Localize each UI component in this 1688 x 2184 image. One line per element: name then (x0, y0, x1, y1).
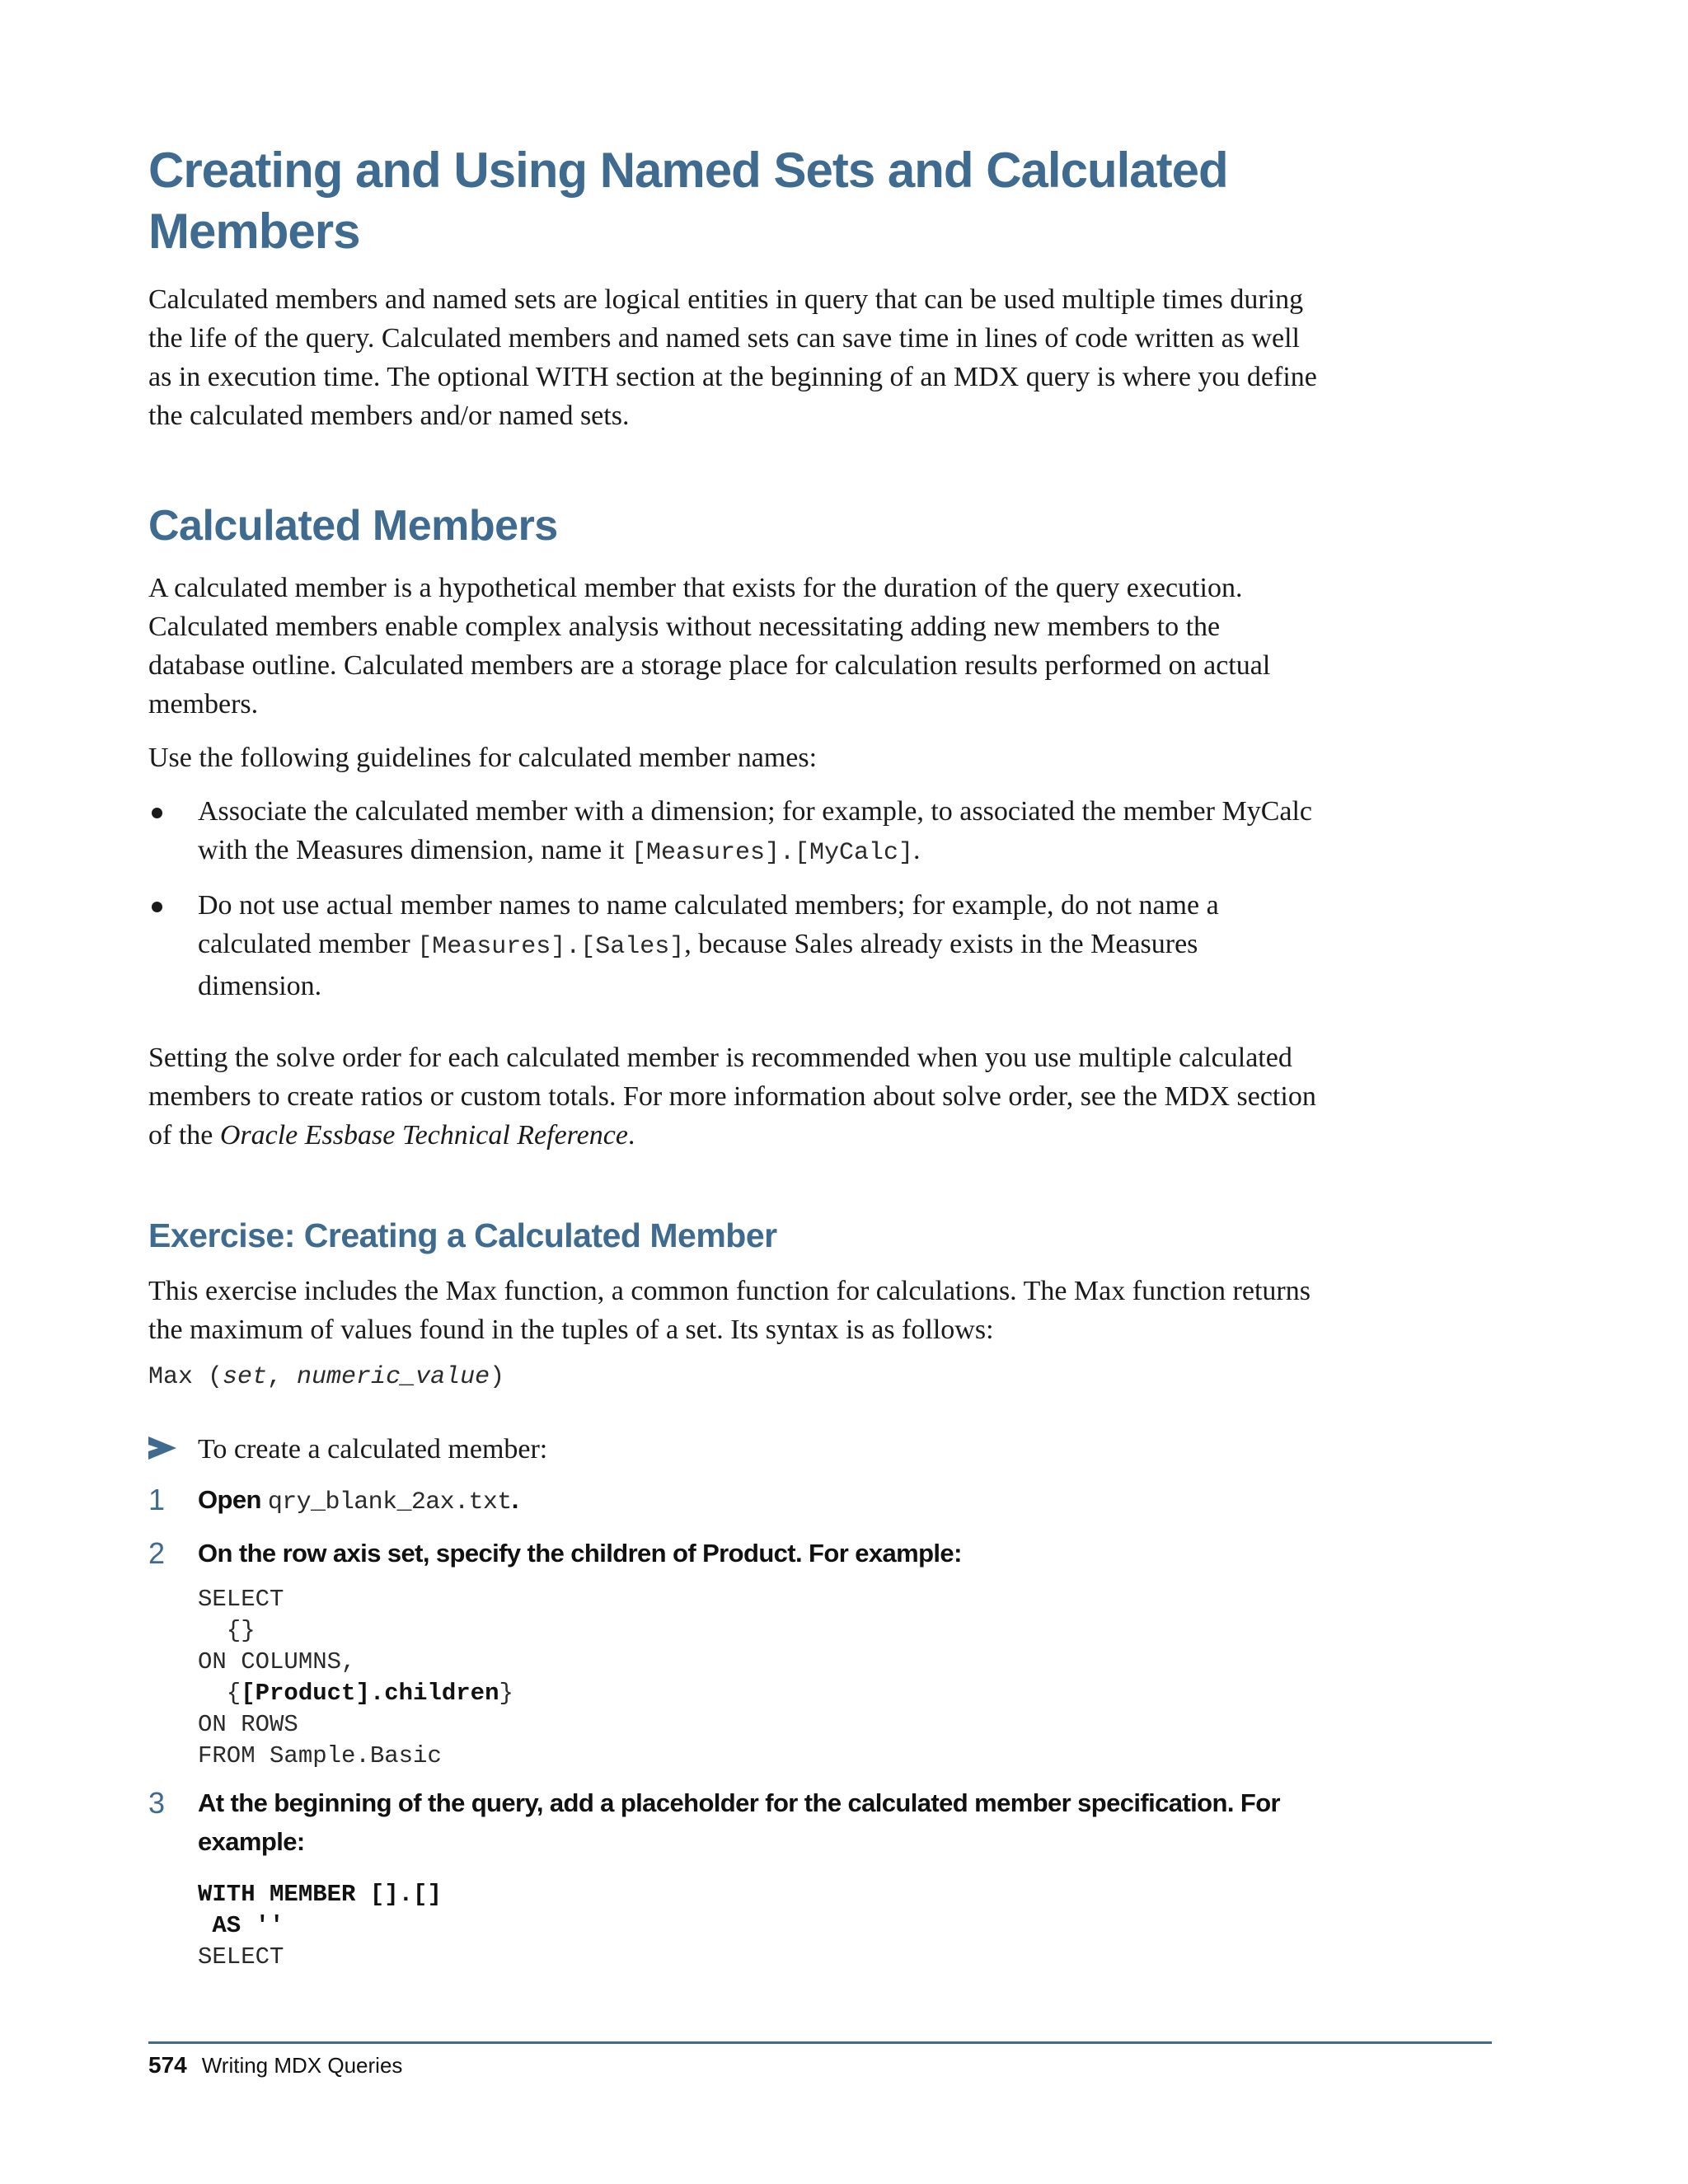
code-block-select (148, 1584, 1319, 1772)
intro-paragraph: Calculated members and named sets are logical entities in query that can be used multiple times during the life of the query. Calculated members and named sets can save time in lines of code written as well as in execution time. The optional WITH section at the beginning of an MDX query is where you define the calculated members and/or named sets. (148, 284, 1317, 431)
code-line: {} (198, 1617, 256, 1644)
solve-order-paragraph (148, 1038, 1319, 1155)
calculated-member-paragraph: A calculated member is a hypothetical member that exists for the duration of the query execution. Calculated members enable complex analysis without necessitating adding new members to the database outline. Calculated members are a storage place for calculation results performed on actual members. (148, 573, 1271, 719)
list-item-text-end: , because Sales already exists in the Measures dimension. (198, 929, 1198, 1001)
syntax-line (148, 1361, 1319, 1394)
step-number: 1 (148, 1483, 166, 1516)
list-item (148, 886, 1319, 1005)
code-line: ON ROWS (198, 1711, 298, 1738)
step-text (198, 1485, 518, 1514)
step-label: Open (198, 1485, 268, 1514)
footer-divider (148, 2041, 1492, 2044)
page-content (148, 140, 1319, 1973)
code-line: AS '' (198, 1912, 284, 1939)
page-heading: Creating and Using Named Sets and Calculated Members (148, 143, 1228, 259)
guidelines-intro: Use the following guidelines for calculated member names: (148, 743, 818, 773)
step-end: . (511, 1485, 518, 1514)
file-name: qry_blank_2ax.txt (267, 1488, 512, 1516)
step-3 (148, 1783, 1319, 1861)
syntax-separator: , (267, 1363, 298, 1391)
code-line: FROM Sample.Basic (198, 1742, 442, 1769)
code-line: WITH MEMBER [].[] (198, 1881, 442, 1908)
step-text: At the beginning of the query, add a placeholder for the calculated member specification. For example: (198, 1788, 1281, 1856)
solve-order-end: . (627, 1120, 635, 1151)
arrow-right-icon (148, 1436, 176, 1460)
syntax-close: ) (490, 1363, 505, 1391)
syntax-arg-value: numeric_value (297, 1363, 490, 1391)
code-block-with (148, 1879, 1319, 1973)
exercise-paragraph: This exercise includes the Max function, a common function for calculations. The Max function returns the maximum of values found in the tuples of a set. Its syntax is as follows: (148, 1276, 1311, 1345)
task-heading (148, 1430, 1319, 1469)
code-inline: [Measures].[MyCalc] (631, 839, 914, 867)
code-inline: [Measures].[Sales] (417, 933, 685, 961)
reference-title: Oracle Essbase Technical Reference (219, 1120, 628, 1151)
code-line: ON COLUMNS, (198, 1648, 356, 1675)
code-line: SELECT (198, 1943, 284, 1971)
solve-order-text: Setting the solve order for each calculated member is recommended when you use multiple calculated members to create ratios or custom totals. For more information about solve order, see the MDX section of the (148, 1043, 1316, 1151)
step-2 (148, 1534, 1319, 1572)
bullet-icon (152, 808, 162, 818)
step-1 (148, 1480, 1319, 1522)
code-line: SELECT (198, 1586, 284, 1613)
exercise-title: Exercise: Creating a Calculated Member (148, 1216, 777, 1254)
list-item-text: Associate the calculated member with a dimension; for example, to associated the member MyCalc with the Measures dimension, name it (198, 796, 1312, 865)
footer-title: Writing MDX Queries (201, 2053, 403, 2078)
syntax-arg-set: set (223, 1363, 268, 1391)
code-brace-open: { (198, 1680, 241, 1707)
code-brace-close: } (499, 1680, 513, 1707)
guidelines-list (148, 792, 1319, 1005)
list-item (148, 792, 1319, 873)
task-text: To create a calculated member: (198, 1434, 548, 1465)
code-highlight: [Product].children (241, 1680, 499, 1707)
page-footer (148, 2052, 402, 2079)
bullet-icon (152, 902, 162, 912)
page-number: 574 (148, 2052, 187, 2078)
section-title: Calculated Members (148, 502, 558, 550)
list-item-text-end: . (913, 835, 921, 865)
code-line (198, 1678, 1319, 1709)
step-number: 2 (148, 1536, 166, 1570)
list-item-text: Do not use actual member names to name calculated members; for example, do not name a calculated member (198, 890, 1219, 959)
step-text: On the row axis set, specify the children of Product. For example: (198, 1539, 962, 1568)
syntax-function: Max ( (148, 1363, 223, 1391)
step-number: 3 (148, 1786, 166, 1820)
